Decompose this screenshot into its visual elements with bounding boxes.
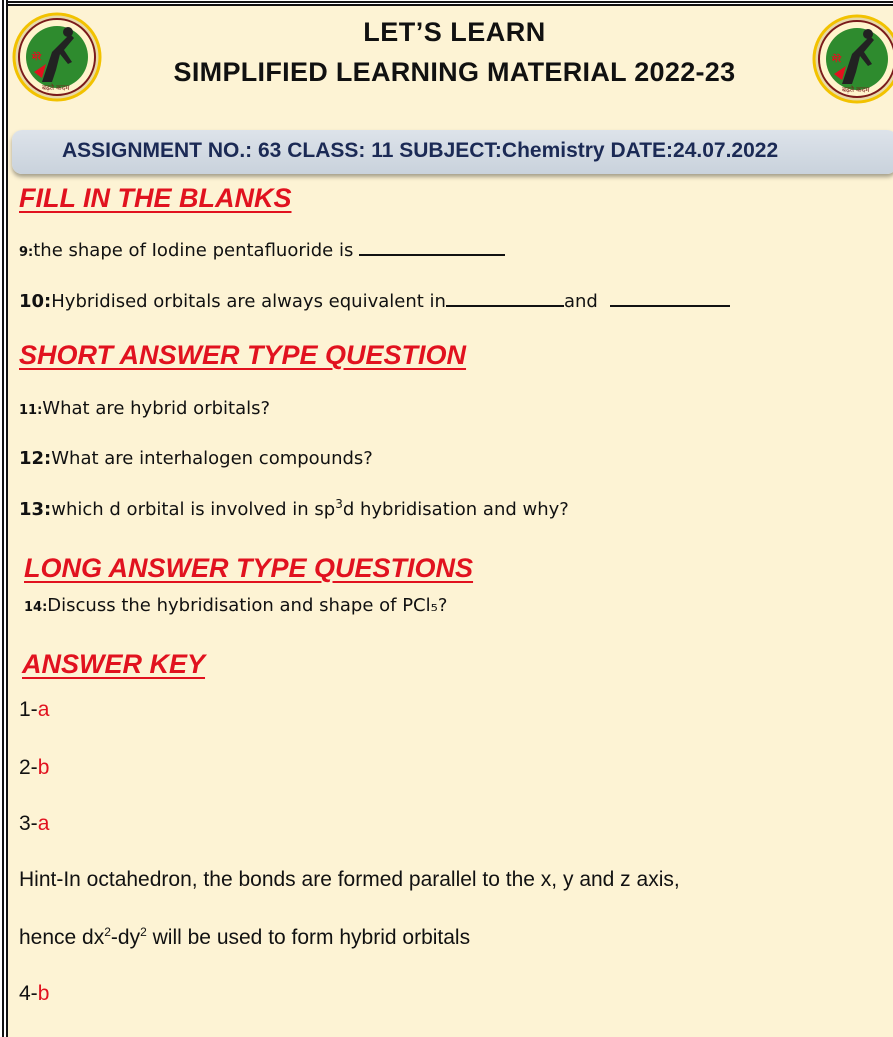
- question-text: Discuss the hybridisation and shape of PCl₅?: [47, 595, 448, 616]
- question-text: the shape of Iodine pentafluoride is: [33, 240, 360, 261]
- superscript: 2: [104, 925, 111, 939]
- question-number: 12:: [19, 448, 52, 469]
- left-border: [0, 0, 8, 1037]
- answer-number: 1-: [19, 698, 38, 721]
- logo-text-top: मेरे: [32, 53, 42, 63]
- section-long-answer: LONG ANSWER TYPE QUESTIONS: [24, 553, 474, 583]
- answer-blank: [359, 253, 505, 256]
- question-text-b: d hybridisation and why?: [342, 499, 569, 520]
- answer-number: 2-: [19, 756, 38, 779]
- answer-3: [19, 812, 49, 836]
- question-number: 10:: [19, 291, 52, 312]
- question-10: [19, 291, 730, 312]
- logo-text-bottom: बढ़ते कदम: [42, 84, 70, 92]
- section-fill-blanks: FILL IN THE BLANKS: [19, 183, 292, 213]
- hint-text-a: hence dx: [19, 926, 105, 949]
- question-11: [19, 398, 270, 419]
- section-short-answer: SHORT ANSWER TYPE QUESTION: [19, 340, 467, 370]
- top-border: [0, 0, 893, 6]
- answer-letter: b: [37, 982, 50, 1005]
- question-number: 14:: [24, 600, 48, 615]
- question-number: 11:: [19, 403, 43, 418]
- question-14: [24, 595, 447, 616]
- question-12: [19, 448, 373, 469]
- question-text-a: which d orbital is involved in sp: [51, 499, 336, 520]
- answer-number: 4-: [19, 982, 38, 1005]
- hint-text-c: will be used to form hybrid orbitals: [146, 926, 471, 949]
- hint-text-b: -dy: [110, 926, 141, 949]
- answer-blank-2: [610, 304, 730, 307]
- question-text: What are hybrid orbitals?: [42, 398, 271, 419]
- superscript: 2: [140, 925, 147, 939]
- hint-line-1: Hint-In octahedron, the bonds are formed parallel to the x, y and z axis,: [19, 868, 680, 891]
- answer-letter: a: [37, 812, 50, 835]
- question-9: [19, 240, 505, 261]
- section-answer-key: ANSWER KEY: [22, 649, 206, 679]
- answer-letter: b: [37, 756, 50, 779]
- logo-text-bottom: बढ़ते कदम: [842, 86, 870, 94]
- logo-text-top: मेरे: [832, 55, 842, 65]
- answer-4: [19, 982, 49, 1006]
- question-13: [19, 497, 569, 520]
- answer-number: 3-: [19, 812, 38, 835]
- superscript: 3: [335, 497, 343, 511]
- answer-letter: a: [37, 698, 50, 721]
- assignment-bar: [12, 130, 893, 174]
- question-text: What are interhalogen compounds?: [51, 448, 373, 469]
- assignment-text: ASSIGNMENT NO.: 63 CLASS: 11 SUBJECT:Chemistry DATE:24.07.2022: [62, 139, 779, 162]
- question-text-mid: and: [563, 291, 604, 312]
- question-number: 9:: [19, 245, 34, 260]
- hint-line-2: [19, 925, 470, 950]
- header-title-line1: LET’S LEARN: [363, 17, 546, 47]
- answer-blank-1: [446, 304, 564, 307]
- question-text: Hybridised orbitals are always equivalent in: [51, 291, 446, 312]
- question-number: 13:: [19, 499, 52, 520]
- answer-2: [19, 756, 49, 780]
- answer-1: [19, 698, 49, 722]
- header-title-line2: SIMPLIFIED LEARNING MATERIAL 2022-23: [173, 57, 736, 87]
